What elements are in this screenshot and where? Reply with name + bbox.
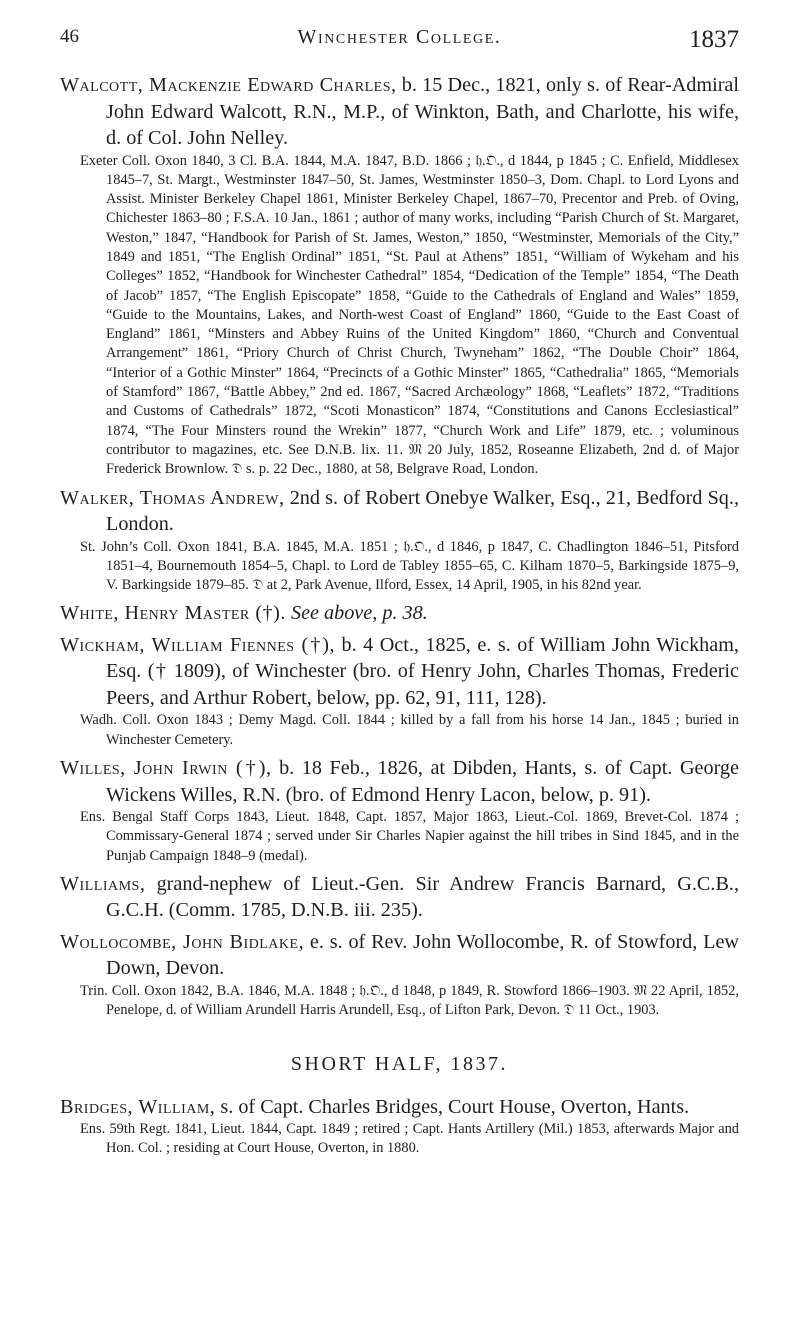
entry-heading [60, 485, 739, 538]
entry-heading-text: s. of Capt. Charles Bridges, Court House, Overton, Hants. [215, 1095, 690, 1118]
running-head [60, 26, 739, 66]
entry-wickham [60, 632, 739, 750]
section-heading: SHORT HALF, 1837. [290, 1052, 509, 1075]
entry-walker [60, 485, 739, 596]
entry-wollocombe [60, 929, 739, 1021]
entry-name: Wickham, William Fiennes (†), [60, 633, 335, 656]
entry-heading-text: grand-nephew of Lieut.-Gen. Sir Andrew Francis Barnard, G.C.B., G.C.H. (Comm. 1785, D.N.B. iii. 235). [106, 872, 739, 922]
running-year: 1837 [689, 26, 739, 53]
entry-detail: Wadh. Coll. Oxon 1843 ; Demy Magd. Coll. 1844 ; killed by a fall from his horse 14 Jan., 1845 ; buried in Winchester Cemetery. [80, 712, 739, 748]
entry-name: Williams, [60, 872, 146, 895]
entry-heading [60, 72, 739, 152]
entry-white [60, 600, 739, 627]
running-title: Winchester College. [297, 26, 502, 48]
entry-heading [60, 632, 739, 712]
entry-walcott [60, 72, 739, 480]
entry-bridges [60, 1094, 739, 1159]
entry-detail: Ens. Bengal Staff Corps 1843, Lieut. 1848, Capt. 1857, Major 1863, Lieut.-Col. 1869, Brevet-Col. 1874 ; Commissary-General 1874 ; served under Sir Charles Napier against the hill tribes in Sind 1845, and in the Punjab Campaign 1848–9 (medal). [80, 809, 739, 864]
entry-heading [60, 755, 739, 808]
register-body [60, 72, 739, 1164]
entry-heading-text: b. 4 Oct., 1825, e. s. of William John Wickham, Esq. († 1809), of Winchester (bro. of Henry John, Charles Thomas, Frederic Peers, and Arthur Robert, below, pp. 62, 91, 111, 128). [106, 633, 739, 709]
entry-name: Bridges, William, [60, 1095, 216, 1118]
page-number: 46 [60, 26, 79, 47]
entry-detail: Ens. 59th Regt. 1841, Lieut. 1844, Capt. 1849 ; retired ; Capt. Hants Artillery (Mil.) 1853, afterwards Major and Hon. Col. ; residing at Court House, Overton, in 1880. [80, 1121, 739, 1157]
entry-heading-text: b. 15 Dec., 1821, only s. of Rear-Admiral John Edward Walcott, R.N., M.P., of Winkton, Bath, and Charlotte, his wife, d. of Col. John Nelley. [106, 74, 739, 149]
entry-heading [60, 871, 739, 924]
entry-detail: Trin. Coll. Oxon 1842, B.A. 1846, M.A. 1848 ; 𝔥.𝔒., d 1848, p 1849, R. Stowford 1866–1903. 𝔐 22 April, 1852, Penelope, d. of William Arundell Harris Arundell, Esq., of Lifton Park, Devon. 𝔇 11 Oct., 1903. [80, 982, 739, 1019]
entry-name: Wollocombe, John Bidlake, [60, 930, 305, 953]
entry-heading [60, 929, 739, 982]
entry-williams [60, 871, 739, 924]
entry-heading [60, 600, 739, 627]
entry-heading-text: e. s. of Rev. John Wollocombe, R. of Stowford, Lew Down, Devon. [106, 930, 739, 980]
entry-willes [60, 755, 739, 866]
see-reference: See above, p. 38. [285, 602, 428, 625]
entry-name: Walker, Thomas Andrew, [60, 486, 285, 509]
entry-name: Willes, John Irwin (†), [60, 757, 272, 780]
entry-detail: Exeter Coll. Oxon 1840, 3 Cl. B.A. 1844, M.A. 1847, B.D. 1866 ; 𝔥.𝔒., d 1844, p 1845 ; C. Enfield, Middlesex 1845–7, St. Margt., Westminster 1847–50, St. James, Westminster 1850–3, Dom. Chapl. to Lord Lyons and Assist. Minister Berkeley Chapel 1861, Minister Berkeley Chapel, 1867–70, Precentor and Preb. of Oving, Chichester 1863–80 ; F.S.A. 10 Jan., 1861 ; author of many works, including “Parish Church of St. Margaret, Weston,” 1847, “Handbook for Parish of St. James, Weston,” 1850, “Westminster, Memorials of the City,” 1849 and 1851, “The English Ordinal” 1851, “St. Paul at Athens” 1851, “William of Wykeham and his Colleges” 1852, “Handbook for Winchester Cathedral” 1854, “Dedication of the Temple” 1854, “The Death of Jacob” 1857, “The English Episcopate” 1858, “Guide to the Cathedrals of England and Wales” 1859, “Guide to the Mountains, Lakes, and North-west Coast of England” 1860, “Guide to the East Coast of England” 1861, “Minsters and Abbey Ruins of the United Kingdom” 1860, “Church and Conventual Arrangement” 1861, “Priory Church of Christ Church, Twyneham” 1862, “The Double Choir” 1864, “Interior of a Gothic Minster” 1864, “Precincts of a Gothic Minster” 1865, “Cathedralia” 1865, “Memorials of Stamford” 1867, “Battle Abbey,” 2nd ed. 1867, “Sacred Archæology” 1868, “Leaflets” 1872, “Traditions and Customs of Cathedrals” 1872, “Scoti Monasticon” 1874, “Constitutions and Canons Ecclesiastical” 1874, “The Four Minsters round the Wrekin” 1877, “Church Work and Life” 1879, etc. ; voluminous contributor to magazines, etc. See D.N.B. lix. 11. 𝔐 20 July, 1852, Roseanne Elizabeth, 2nd d. of Major Frederick Brownlow. 𝔇 s. p. 22 Dec., 1880, at 58, Belgrave Road, London. [80, 152, 739, 478]
entry-detail: St. John’s Coll. Oxon 1841, B.A. 1845, M.A. 1851 ; 𝔥.𝔒., d 1846, p 1847, C. Chadlington 1846–51, Pitsford 1851–4, Bournemouth 1854–5, Chapl. to Lord de Tabley 1855–65, C. Kilham 1870–5, Barkingside 1875–9, V. Barkingside 1879–85. 𝔇 at 2, Park Avenue, Ilford, Essex, 14 April, 1905, in his 82nd year. [80, 538, 739, 594]
entry-heading-text: b. 18 Feb., 1826, at Dibden, Hants, s. of Capt. George Wickens Willes, R.N. (bro. of Edmond Henry Lacon, below, p. 91). [106, 757, 739, 806]
entry-name: White, Henry Master (†). [60, 602, 286, 625]
entry-heading-text: 2nd s. of Robert Onebye Walker, Esq., 21, Bedford Sq., London. [106, 486, 739, 536]
entry-heading [60, 1094, 739, 1121]
entry-name: Walcott, Mackenzie Edward Charles, [60, 74, 397, 96]
